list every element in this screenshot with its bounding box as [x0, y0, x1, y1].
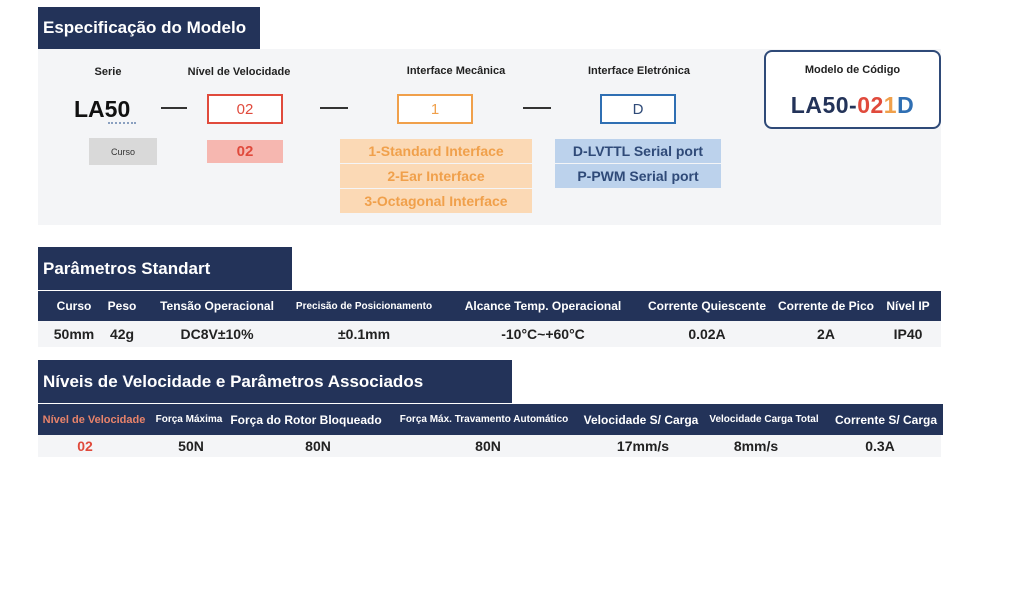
table-header-cell: Força Máx. Travamento Automático: [399, 414, 569, 425]
mech-option-2: [340, 164, 532, 188]
serie-value: LA50: [74, 96, 131, 122]
table-cell: 80N: [305, 438, 331, 454]
table-cell: 0.02A: [688, 326, 726, 342]
table-header-cell: Força do Rotor Bloqueado: [230, 412, 382, 427]
elec-option-label: P-PWM Serial port: [577, 168, 699, 184]
speed-level-chip: [207, 140, 283, 163]
table-header-cell: Alcance Temp. Operacional: [464, 299, 622, 313]
table-cell: IP40: [893, 326, 923, 342]
table-header-cell: Nível IP: [886, 299, 930, 313]
table-header-cell: Nível de Velocidade: [42, 413, 146, 426]
model-code-title: Modelo de Código: [804, 64, 901, 76]
table-cell: 8mm/s: [733, 438, 779, 454]
table-header-cell: Corrente de Pico: [777, 299, 875, 313]
mech-option-label: 3-Octagonal Interface: [364, 193, 508, 209]
header-speed-level: Nível de Velocidade: [187, 66, 291, 78]
table-header-cell: Peso: [107, 299, 137, 313]
curso-chip: [89, 138, 157, 165]
mech-option-label: 2-Ear Interface: [387, 168, 485, 184]
code-elec-part: D: [897, 92, 915, 118]
mech-option-3: [340, 189, 532, 213]
speed-level-box: [207, 94, 283, 124]
table-cell: 50N: [178, 438, 204, 454]
header-serie: Serie: [94, 66, 122, 78]
curso-label: Curso: [110, 146, 135, 157]
table-cell: 80N: [475, 438, 501, 454]
speed-params-value-row: [38, 435, 941, 457]
table-header-cell: Velocidade S/ Carga: [583, 412, 699, 427]
model-code-value: [766, 92, 939, 119]
speed-level-value: 02: [236, 100, 254, 118]
header-elec-interface: Interface Eletrónica: [587, 65, 691, 77]
mech-option-label: 1-Standard Interface: [368, 143, 504, 159]
code-speed-part: 02: [857, 92, 884, 118]
elec-interface-box: [600, 94, 676, 124]
section-title-standard-params: Parâmetros Standart: [38, 247, 292, 290]
code-mech-part: 1: [883, 92, 898, 118]
table-cell: 17mm/s: [616, 438, 670, 454]
table-cell: 50mm: [53, 326, 95, 342]
elec-option-label: D-LVTTL Serial port: [572, 143, 704, 159]
table-cell: -10°C~+60°C: [501, 326, 585, 342]
speed-level-chip-value: 02: [236, 143, 254, 160]
table-cell: 42g: [109, 326, 135, 342]
mech-option-1: [340, 139, 532, 163]
standard-params-value-row: [38, 321, 941, 347]
standard-params-header-row: [38, 291, 941, 321]
table-cell: 2A: [817, 326, 835, 342]
table-cell: 0.3A: [865, 438, 895, 454]
table-header-cell: Corrente Quiescente: [647, 299, 767, 313]
table-cell: 02: [77, 438, 93, 454]
separator-dash: [320, 107, 348, 109]
model-code-card: [764, 50, 941, 129]
serie-underline: [108, 122, 136, 124]
speed-params-header-row: [38, 404, 943, 435]
elec-option-d: [555, 139, 721, 163]
section-title-model-spec: Especificação do Modelo: [38, 7, 260, 49]
elec-option-p: [555, 164, 721, 188]
separator-dash: [161, 107, 187, 109]
section-title-speed-levels: Níveis de Velocidade e Parâmetros Associados: [38, 360, 512, 403]
table-cell: ±0.1mm: [337, 326, 391, 342]
table-header-cell: Velocidade Carga Total: [709, 414, 819, 425]
table-header-cell: Tensão Operacional: [160, 299, 274, 313]
table-cell: DC8V±10%: [180, 326, 254, 342]
separator-dash: [523, 107, 551, 109]
table-header-cell: Corrente S/ Carga: [834, 412, 938, 427]
mech-interface-value: 1: [430, 100, 440, 118]
mech-interface-box: [397, 94, 473, 124]
table-header-cell: Precisão de Posicionamento: [295, 300, 433, 312]
elec-interface-value: D: [632, 100, 644, 118]
code-serie-part: LA50-: [790, 92, 858, 118]
table-header-cell: Força Máxima: [155, 414, 223, 425]
header-mech-interface: Interface Mecânica: [406, 65, 506, 77]
table-header-cell: Curso: [56, 299, 92, 313]
